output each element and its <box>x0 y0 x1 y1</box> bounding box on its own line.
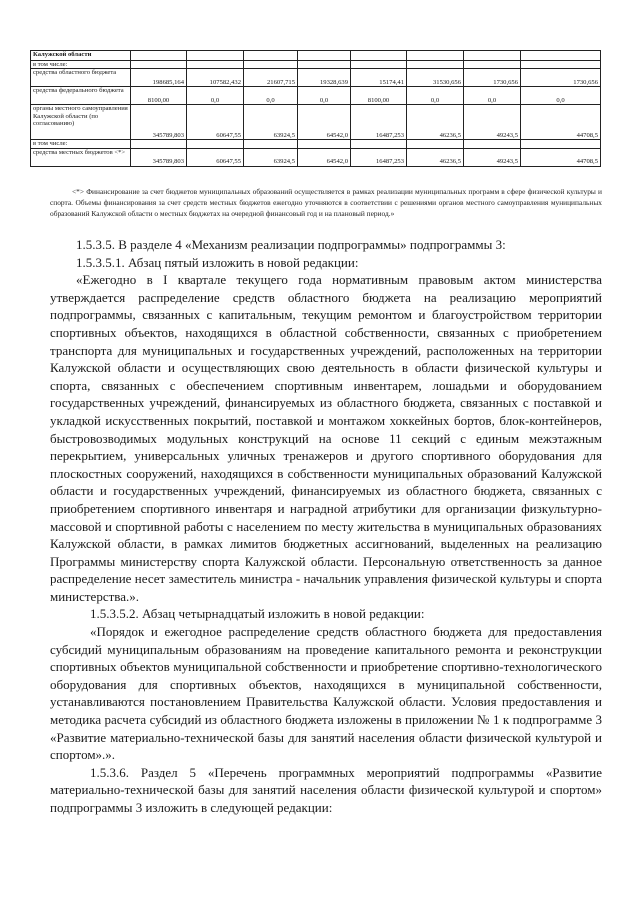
table-cell <box>521 51 601 61</box>
table-cell <box>521 140 601 148</box>
table-cell <box>464 51 521 61</box>
table-cell <box>407 61 464 69</box>
table-cell <box>131 61 187 69</box>
table-cell <box>131 51 187 61</box>
table-cell: 64542,0 <box>298 148 351 166</box>
table-cell: 15174,41 <box>351 69 407 87</box>
paragraph-1-5-3-5-1: 1.5.3.5.1. Абзац пятый изложить в новой редакции: <box>76 254 359 270</box>
table-row-label: в том числе: <box>31 61 131 69</box>
table-row-label: средства федерального бюджета <box>31 87 131 105</box>
table-cell: 345789,803 <box>131 105 187 140</box>
table-cell <box>244 61 298 69</box>
table-cell: 60647,55 <box>187 148 244 166</box>
table-cell: 19328,639 <box>298 69 351 87</box>
table-cell: 44708,5 <box>521 105 601 140</box>
table-cell: 8100,00 <box>131 87 187 105</box>
table-cell: 64542,0 <box>298 105 351 140</box>
table-cell: 1730,656 <box>464 69 521 87</box>
table-cell <box>464 140 521 148</box>
table-cell <box>351 140 407 148</box>
table-cell <box>298 140 351 148</box>
table-cell <box>244 51 298 61</box>
table-cell: 8100,00 <box>351 87 407 105</box>
table-cell <box>187 140 244 148</box>
table-cell: 63924,5 <box>244 105 298 140</box>
table-cell: 0,0 <box>244 87 298 105</box>
table-cell <box>351 51 407 61</box>
table-cell: 107582,432 <box>187 69 244 87</box>
paragraph-1-5-3-5-2: 1.5.3.5.2. Абзац четырнадцатый изложить в новой редакции: <box>90 606 425 622</box>
table-cell: 16487,253 <box>351 148 407 166</box>
table-cell: 46236,5 <box>407 148 464 166</box>
document-body <box>50 236 602 817</box>
table-cell <box>244 140 298 148</box>
table-cell: 44708,5 <box>521 148 601 166</box>
financing-table <box>30 50 601 167</box>
table-row <box>31 51 601 61</box>
paragraph-1-5-3-5: 1.5.3.5. В разделе 4 «Механизм реализации подпрограммы» подпрограммы 3: <box>76 237 506 252</box>
paragraph-1-5-3-6: 1.5.3.6. Раздел 5 «Перечень программных мероприятий подпрограммы «Развитие материально-технической базы для занятий населения области физической культурой и спортом» подпрограммы 3 изложить в следующей редакции: <box>50 764 602 815</box>
table-cell: 0,0 <box>298 87 351 105</box>
table-cell: 46236,5 <box>407 105 464 140</box>
table-row <box>31 140 601 148</box>
table-cell <box>407 51 464 61</box>
table-row-label: в том числе: <box>31 140 131 148</box>
table-cell: 1730,656 <box>521 69 601 87</box>
table-cell <box>131 140 187 148</box>
table-cell: 16487,253 <box>351 105 407 140</box>
table-row <box>31 69 601 87</box>
table-cell: 21607,715 <box>244 69 298 87</box>
table-cell <box>187 51 244 61</box>
table-footnote: <*> Финансирование за счет бюджетов муниципальных образований осуществляется в рамках реализации муниципальных программ в сфере физической культуры и спорта. Объемы финансирования за счет средств местных бюджетов ежегодно уточняются в соответствии с решениями органов местного самоуправления муниципальных образований Калужской области о местных бюджетах на очередной финансовый год и на плановый период.» <box>50 187 602 218</box>
table-cell: 0,0 <box>407 87 464 105</box>
table-cell <box>521 61 601 69</box>
table-cell: 63924,5 <box>244 148 298 166</box>
table-cell <box>187 61 244 69</box>
table-row-label: средства местных бюджетов <*> <box>31 148 131 166</box>
table-cell <box>298 51 351 61</box>
table-cell: 345789,803 <box>131 148 187 166</box>
table-cell <box>351 61 407 69</box>
table-row-label: Калужской области <box>31 51 131 61</box>
quoted-paragraph-fourteen: «Порядок и ежегодное распределение средств областного бюджета для предоставления субсидий муниципальным образованиям на проведение капитального ремонта и реконструкции спортивных объектов муниципальной собственности и приобретение спортивно-технологического оборудования для спортивных объектов, находящихся в муниципальной собственности, устанавливаются постановлением Правительства Калужской области. Условия предоставления и методика расчета субсидий из областного бюджета изложены в приложении № 1 к подпрограмме 3 «Развитие материально-технической базы для занятий населения области физической культурой и спортом».». <box>50 624 602 763</box>
table-cell <box>464 61 521 69</box>
table-cell: 0,0 <box>187 87 244 105</box>
table-cell: 49243,5 <box>464 105 521 140</box>
table-row-label: органы местного самоуправления Калужской области (по согласованию) <box>31 105 131 140</box>
table-row <box>31 87 601 105</box>
table-cell: 0,0 <box>521 87 601 105</box>
table-cell: 60647,55 <box>187 105 244 140</box>
table-cell <box>407 140 464 148</box>
table-cell <box>298 61 351 69</box>
table-row <box>31 61 601 69</box>
table-row <box>31 105 601 140</box>
table-cell: 198685,164 <box>131 69 187 87</box>
table-cell: 31530,656 <box>407 69 464 87</box>
table-cell: 49243,5 <box>464 148 521 166</box>
table-cell: 0,0 <box>464 87 521 105</box>
table-row <box>31 148 601 166</box>
table-row-label: средства областного бюджета <box>31 69 131 87</box>
quoted-paragraph-five: «Ежегодно в I квартале текущего года нормативным правовым актом министерства утверждается распределение средств областного бюджета на реализацию мероприятий подпрограммы, связанных с капитальным, текущим ремонтом и благоустройством территории спортивных объектов, находящихся в областной собственности, связанных с приобретением транспорта для муниципальных и государственных учреждений, расположенных на территории Калужской области и осуществляющих свою деятельность в области физической культуры и спорта, связанных с обеспечением спортивным инвентарем, лошадьми и оборудованием государственных учреждений, финансируемых из областного бюджета, связанных с поставкой и укладкой искусственных покрытий, поставкой и монтажом хоккейных бортов, блок-контейнеров, быстровозводимых модульных конструкций на основе 11 секций с единым межэтажным перекрытием, универсальных уличных тренажеров и другого спортивного оборудования для плоскостных сооружений, находящихся в собственности муниципальных образований Калужской области и государственных учреждений, финансируемых из областного бюджета, связанных с приобретением спортивного инвентаря и наградной атрибутики для организации физкультурно-массовой и спортивной работы с населением по месту жительства в муниципальных образованиях Калужской области, в рамках лимитов бюджетных ассигнований, выделенных на реализацию Программы министерству спорта Калужской области. Персональную ответственность за данное распределение несет заместитель министра - начальник управления физической культуры и спорта министерства.». <box>50 272 602 604</box>
